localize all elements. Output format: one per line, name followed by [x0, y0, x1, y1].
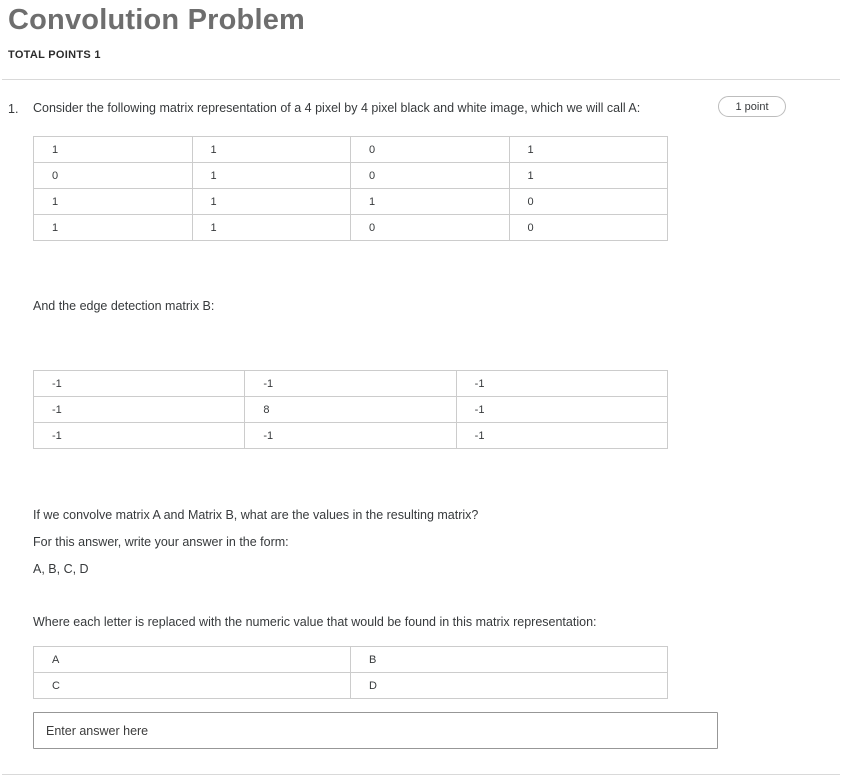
divider-bottom [2, 774, 840, 775]
matrix-b-label: And the edge detection matrix B: [33, 299, 215, 313]
matrix-cell: -1 [456, 371, 667, 397]
points-badge: 1 point [718, 96, 786, 117]
matrix-cell: -1 [34, 397, 245, 423]
matrix-cell: 0 [509, 189, 668, 215]
matrix-cell: -1 [34, 423, 245, 449]
question-number: 1. [8, 102, 19, 116]
matrix-cell: -1 [456, 423, 667, 449]
matrix-cell: 1 [34, 137, 193, 163]
table-row [34, 423, 668, 449]
matrix-a-table [33, 136, 668, 241]
table-row [34, 397, 668, 423]
matrix-cell: 1 [351, 189, 510, 215]
matrix-cell: 0 [351, 163, 510, 189]
matrix-cell: 1 [509, 163, 668, 189]
matrix-cell: 1 [192, 163, 351, 189]
matrix-cell: 1 [192, 189, 351, 215]
matrix-cell: B [351, 647, 668, 673]
matrix-cell: 8 [245, 397, 456, 423]
matrix-cell: 1 [34, 215, 193, 241]
answer-letters-text: A, B, C, D [33, 562, 89, 576]
table-row [34, 673, 668, 699]
matrix-cell: 0 [34, 163, 193, 189]
matrix-cell: 0 [509, 215, 668, 241]
matrix-cell: -1 [456, 397, 667, 423]
matrix-cell: 1 [192, 215, 351, 241]
answer-form-text: For this answer, write your answer in the form: [33, 535, 289, 549]
total-points-label: TOTAL POINTS 1 [8, 49, 101, 61]
matrix-cell: -1 [34, 371, 245, 397]
matrix-cell: A [34, 647, 351, 673]
matrix-cell: C [34, 673, 351, 699]
table-row [34, 215, 668, 241]
table-row [34, 189, 668, 215]
answer-input[interactable] [33, 712, 718, 749]
question-1 [0, 80, 842, 749]
matrix-cell: 0 [351, 137, 510, 163]
matrix-cell: -1 [245, 371, 456, 397]
table-row [34, 137, 668, 163]
matrix-cell: 1 [192, 137, 351, 163]
matrix-cell: 1 [509, 137, 668, 163]
matrix-cell: -1 [245, 423, 456, 449]
question-body [33, 101, 718, 749]
convolve-question-text: If we convolve matrix A and Matrix B, what are the values in the resulting matrix? [33, 508, 479, 522]
letter-replacement-text: Where each letter is replaced with the numeric value that would be found in this matrix representation: [33, 615, 597, 629]
answer-key-table [33, 646, 668, 699]
table-row [34, 371, 668, 397]
matrix-cell: 0 [351, 215, 510, 241]
table-row [34, 647, 668, 673]
page-title: Convolution Problem [8, 4, 306, 36]
matrix-cell: D [351, 673, 668, 699]
matrix-b-table [33, 370, 668, 449]
question-prompt: Consider the following matrix representation of a 4 pixel by 4 pixel black and white image, which we will call A: [33, 101, 641, 115]
matrix-cell: 1 [34, 189, 193, 215]
spacer [33, 699, 718, 712]
table-row [34, 163, 668, 189]
